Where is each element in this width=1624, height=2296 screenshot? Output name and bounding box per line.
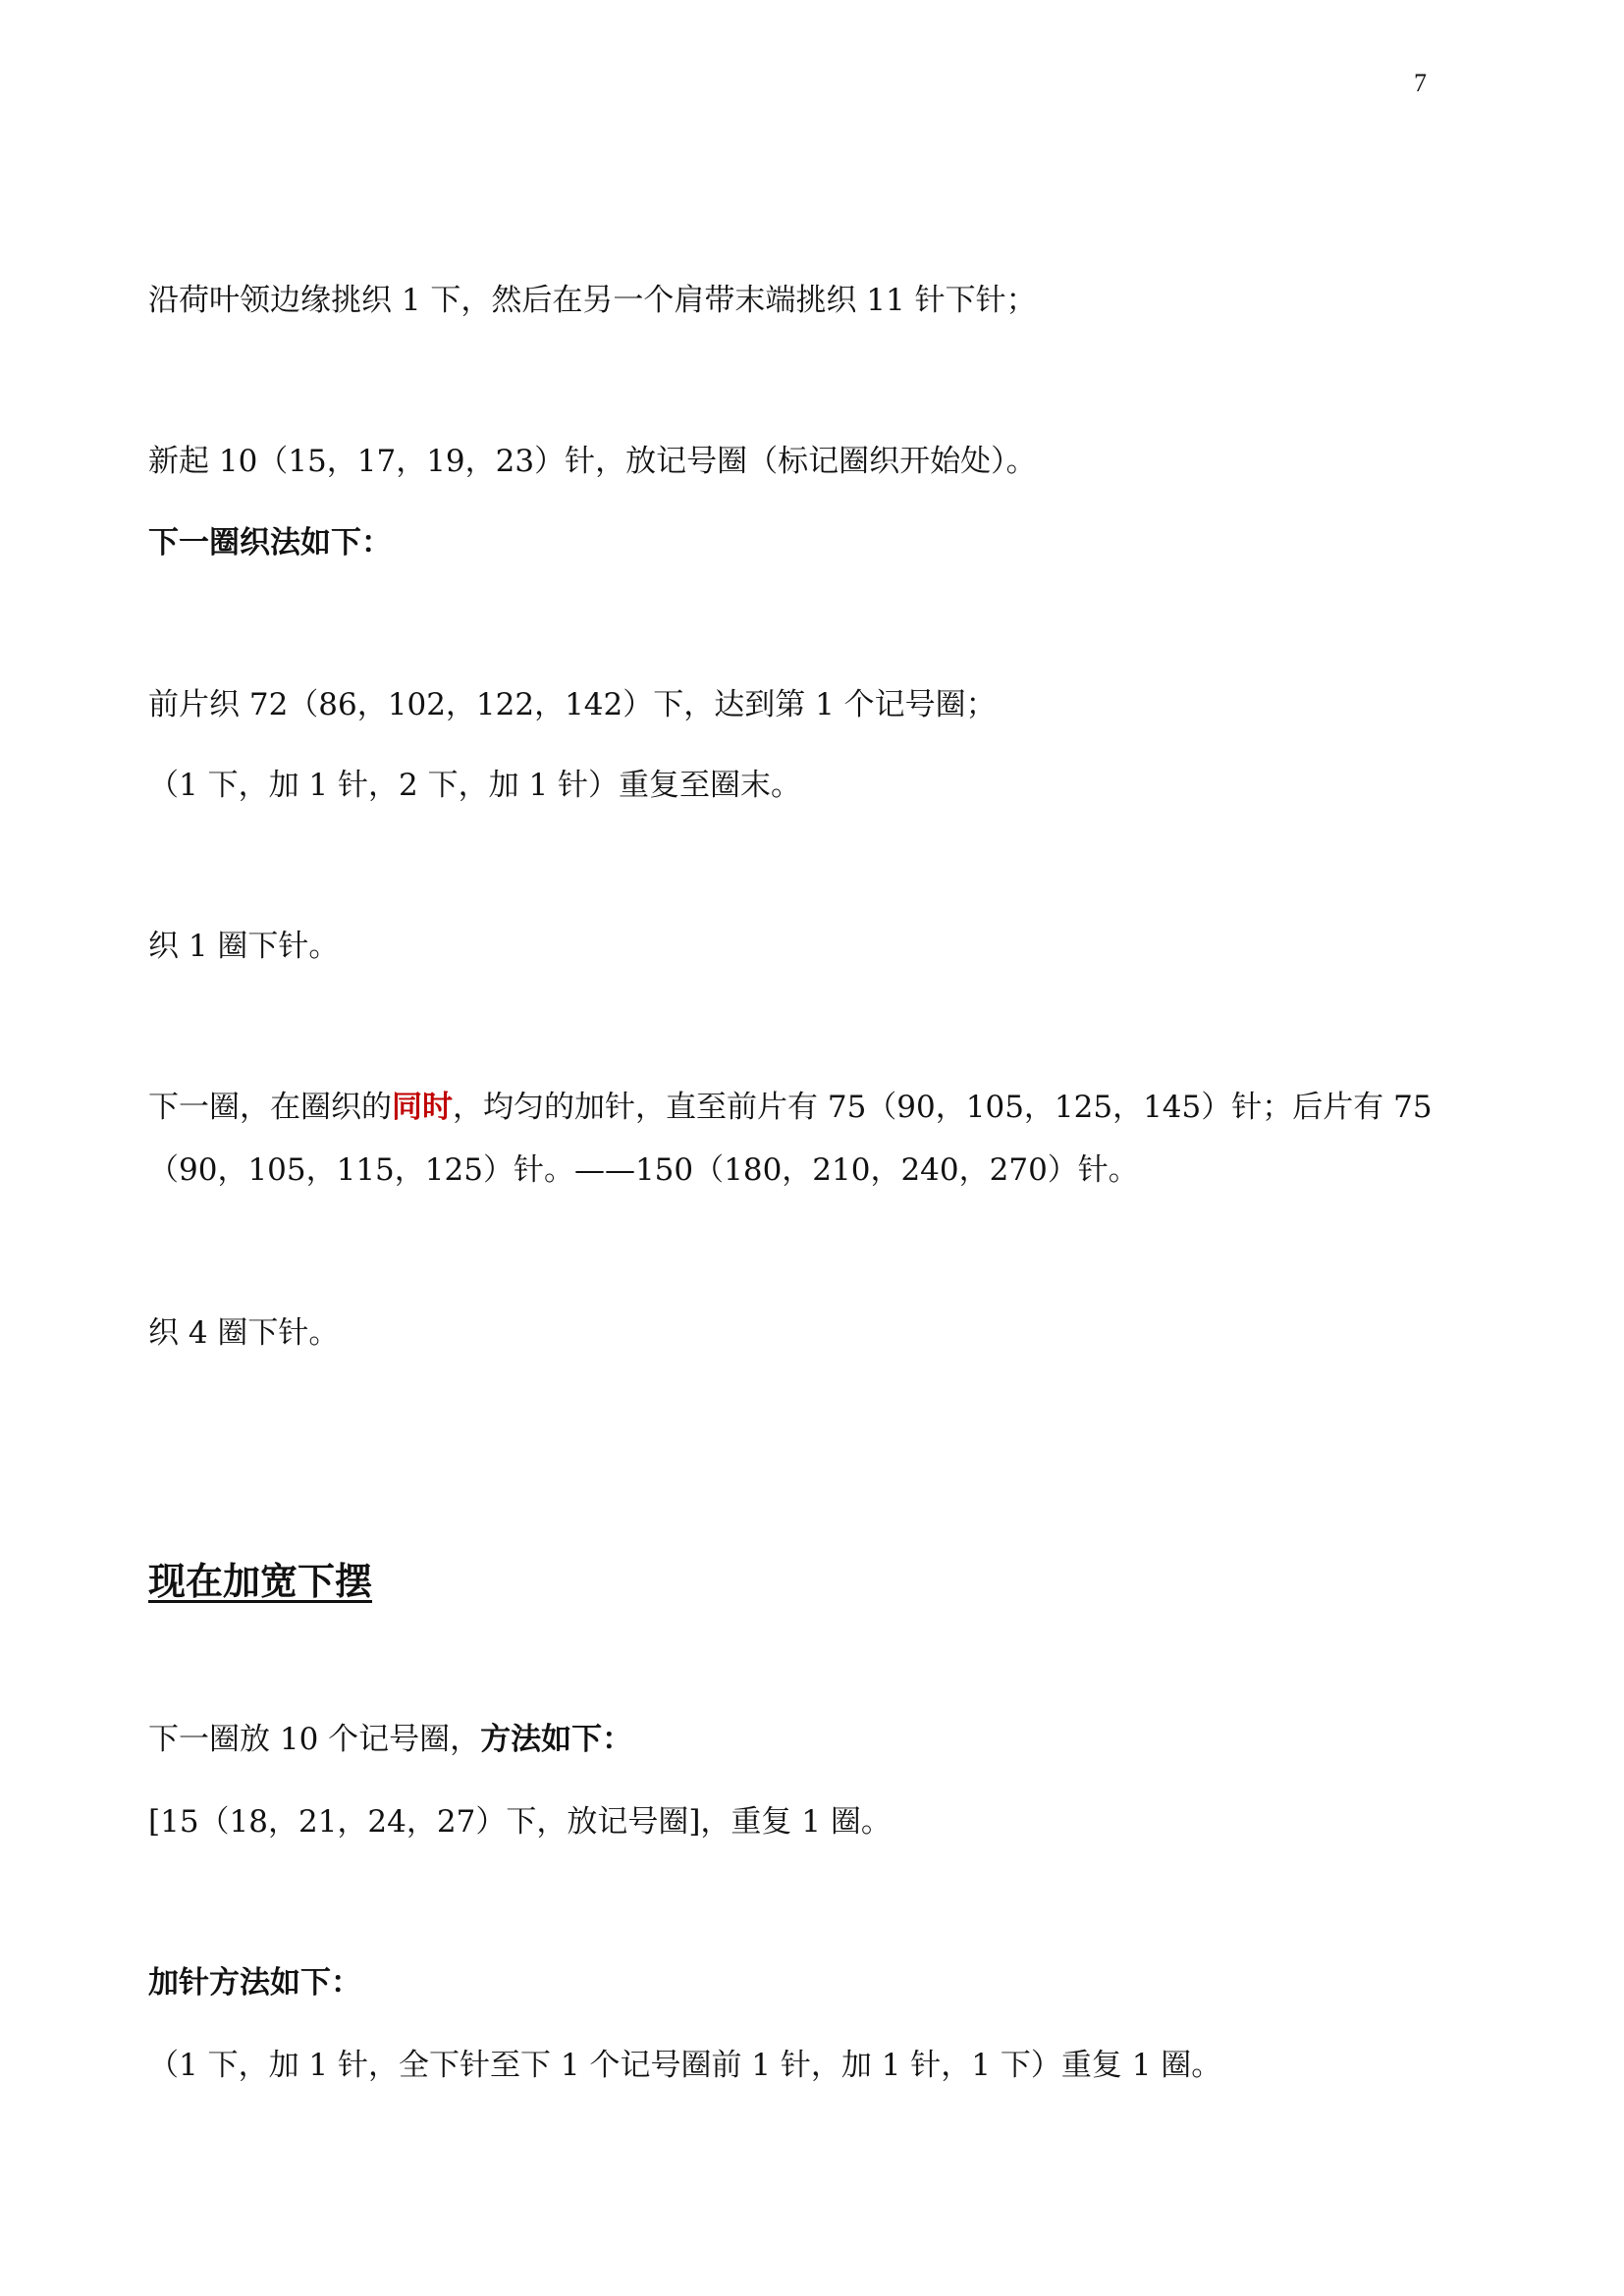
paragraph-front: 前片织 72（86，102，122，142）下，达到第 1 个记号圈；: [148, 687, 997, 722]
paragraph-increase-line1: [148, 1088, 1433, 1127]
subheading-next-round: 下一圈织法如下：: [148, 525, 392, 561]
section-heading: 现在加宽下摆: [148, 1559, 373, 1603]
paragraph-markers: [148, 1720, 632, 1759]
text-normal: 下一圈放 10 个记号圈，: [148, 1722, 481, 1757]
paragraph-knit-four: 织 4 圈下针。: [148, 1315, 340, 1351]
paragraph-knit-round: 织 1 圈下针。: [148, 929, 340, 964]
paragraph-increase-repeat: （1 下，加 1 针，全下针至下 1 个记号圈前 1 针，加 1 针，1 下）重复 1 圈。: [148, 2048, 1222, 2083]
text-after: ，均匀的加针，直至前片有 75（90，105，125，145）针；后片有 75: [453, 1090, 1433, 1125]
paragraph-pickup: 沿荷叶领边缘挑织 1 下，然后在另一个肩带末端挑织 11 针下针；: [148, 283, 1037, 318]
paragraph-cast-on: 新起 10（15，17，19，23）针，放记号圈（标记圈织开始处）。: [148, 444, 1037, 479]
text-bold: 方法如下：: [480, 1722, 633, 1757]
text-before: 下一圈，在圈织的: [148, 1090, 392, 1125]
highlight-text: 同时: [392, 1090, 453, 1125]
paragraph-increase-line2: （90，105，115，125）针。——150（180，210，240，270）针。: [148, 1152, 1139, 1188]
page-number: 7: [1414, 69, 1427, 97]
paragraph-repeat: （1 下，加 1 针，2 下，加 1 针）重复至圈末。: [148, 768, 802, 803]
subheading-increase-method: 加针方法如下：: [148, 1965, 361, 2001]
paragraph-place-markers: [15（18，21，24，27）下，放记号圈]，重复 1 圈。: [148, 1804, 892, 1840]
